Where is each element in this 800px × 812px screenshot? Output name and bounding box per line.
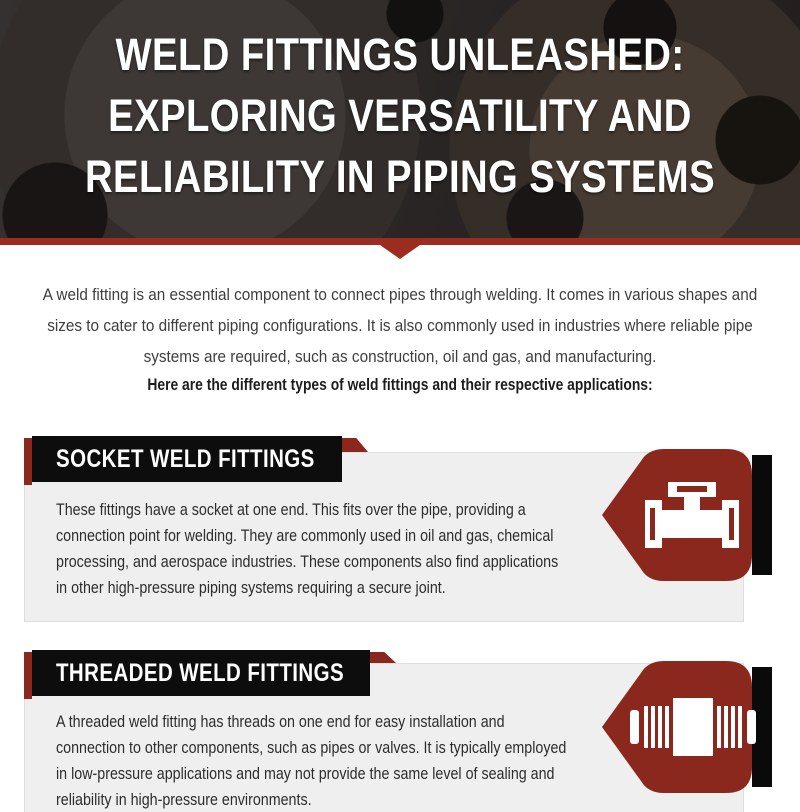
- intro-line: sizes to cater to different piping configurations. It is also commonly used in industries where reliable pipe: [47, 316, 753, 335]
- description-line: connection to other components, such as pipes or valves. It is typically employed: [56, 738, 567, 757]
- section-header-bar: [32, 650, 370, 696]
- section-title: THREADED WELD FITTINGS: [56, 658, 345, 687]
- hero-banner: [0, 0, 800, 238]
- description-line: reliability in high-pressure environments.: [56, 790, 312, 809]
- intro-paragraph: [40, 279, 760, 372]
- description-line: connection point for welding. They are commonly used in oil and gas, chemical: [56, 526, 554, 545]
- section-title: SOCKET WELD FITTINGS: [56, 444, 315, 473]
- page-title-line: RELIABILITY IN PIPING SYSTEMS: [84, 151, 716, 202]
- section-description: [56, 709, 566, 812]
- valve-fitting-icon: [600, 441, 775, 591]
- red-divider-bar: [0, 238, 800, 245]
- description-line: processing, and aerospace industries. These components also find applications: [56, 552, 559, 571]
- ribbon-fold: [342, 438, 368, 452]
- subheading: [64, 376, 736, 395]
- down-arrow-icon: [380, 245, 420, 259]
- section-description: [56, 497, 558, 601]
- page-title: [0, 24, 800, 207]
- subheading-text: Here are the different types of weld fittings and their respective applications:: [147, 376, 653, 394]
- section-header-bar: [32, 436, 342, 482]
- intro-line: systems are required, such as construction, oil and gas, and manufacturing.: [143, 347, 657, 366]
- description-line: A threaded weld fitting has threads on one end for easy installation and: [56, 712, 505, 731]
- header-accent-stripe: [24, 652, 32, 699]
- ribbon-fold: [370, 652, 396, 663]
- threaded-coupling-icon: [600, 653, 775, 803]
- page-title-line: WELD FITTINGS UNLEASHED:: [115, 29, 685, 80]
- description-line: in low-pressure applications and may not provide the same level of sealing and: [56, 764, 555, 783]
- page-title-line: EXPLORING VERSATILITY AND: [108, 90, 692, 141]
- intro-line: A weld fitting is an essential component to connect pipes through welding. It comes in various shapes and: [42, 285, 758, 304]
- header-accent-stripe: [24, 438, 32, 485]
- description-line: in other high-pressure piping systems requiring a secure joint.: [56, 578, 446, 597]
- description-line: These fittings have a socket at one end. This fits over the pipe, providing a: [56, 500, 526, 519]
